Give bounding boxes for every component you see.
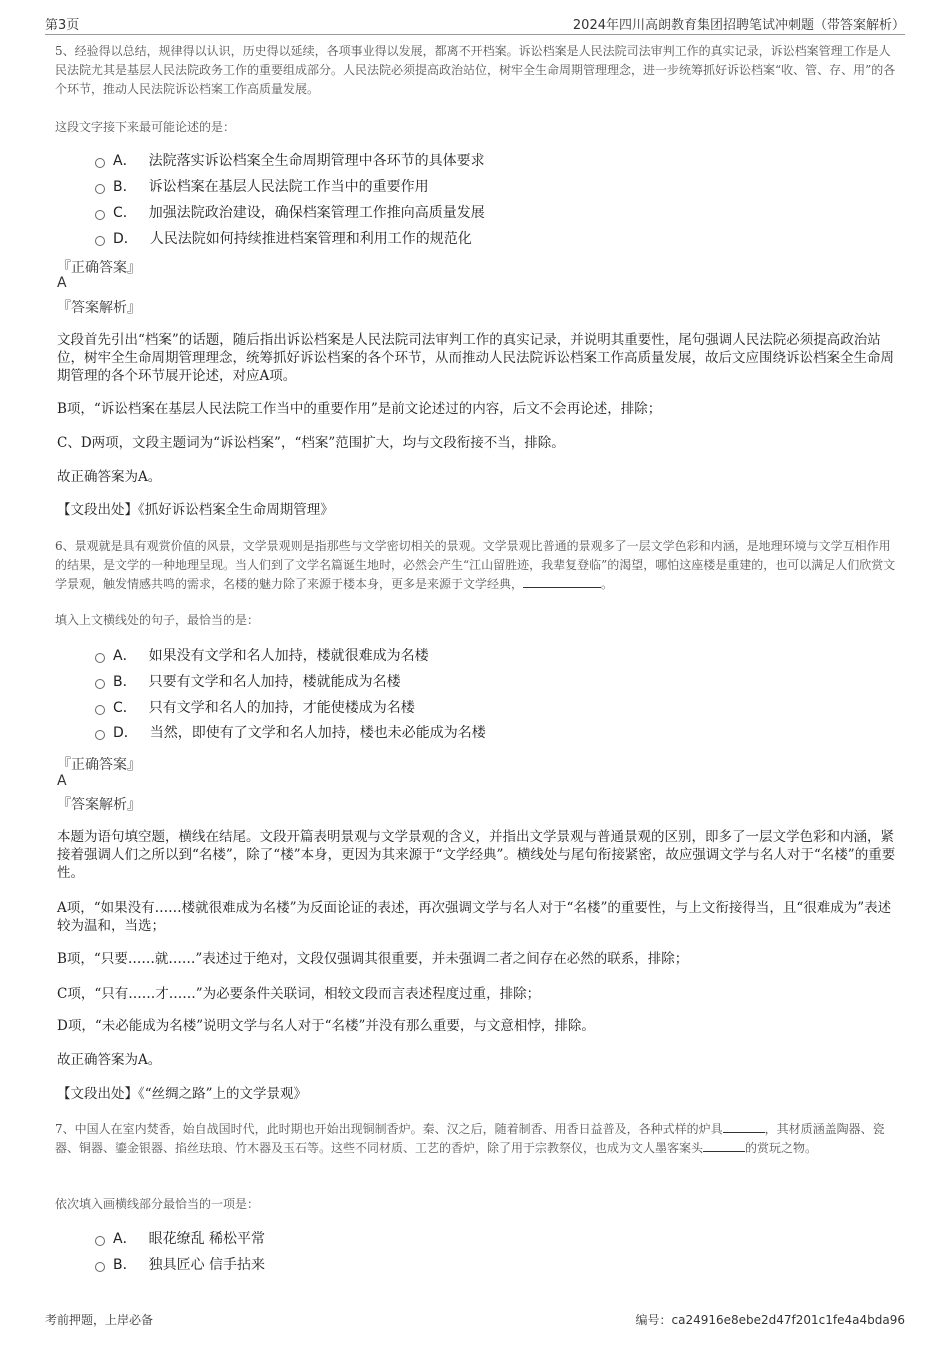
question-5-prompt: 这段文字接下来最可能论述的是： bbox=[55, 120, 236, 134]
q5-option-a[interactable]: A． 法院落实诉讼档案全生命周期管理中各环节的具体要求 bbox=[95, 150, 485, 170]
q5-answer-tag: 『正确答案』 bbox=[57, 260, 141, 276]
question-7-stem: 7、中国人在室内焚香，始自战国时代，此时期也开始出现铜制香炉。秦、汉之后，随着制香、用香日益普及，各种式样的炉具 ，其材质涵盖陶器、瓷器、铜器、鎏金银器、掐丝珐琅、竹木器及玉石等。这些不同材质、工艺的香炉，除了用于宗教祭仪，也成为文人墨客案头 的赏玩之物。 bbox=[55, 1122, 885, 1155]
radio-icon[interactable] bbox=[95, 653, 105, 663]
question-7-prompt: 依次填入画横线部分最恰当的一项是： bbox=[55, 1197, 260, 1211]
document-code: 编号：ca24916e8ebe2d47f201c1fe4a4bda96 bbox=[635, 1313, 905, 1327]
q7-option-b[interactable]: B． 独具匠心 信手拈来 bbox=[95, 1254, 265, 1274]
question-6-prompt: 填入上文横线处的句子，最恰当的是： bbox=[55, 613, 260, 627]
q6-analysis-paragraph: C项，“只有……才……”为必要条件关联词，相较文段而言表述程度过重，排除； bbox=[57, 986, 541, 1002]
radio-icon[interactable] bbox=[95, 1262, 105, 1272]
radio-icon[interactable] bbox=[95, 158, 105, 168]
q5-analysis-paragraph: 文段首先引出“档案”的话题，随后指出诉讼档案是人民法院司法审判工作的真实记录，并说明其重要性，尾句强调人民法院必须提高政治站位，树牢全生命周期管理理念，统筹抓好诉讼档案的各个环节，从而推动人民法院诉讼档案工作高质量发展，故后文应围绕诉讼档案全生命周期管理的各个环节展开论述，对应A项。 bbox=[57, 332, 894, 384]
q5-analysis-conclusion: 故正确答案为A。 bbox=[57, 469, 162, 485]
q6-option-a[interactable]: A． 如果没有文学和名人加持，楼就很难成为名楼 bbox=[95, 645, 429, 665]
fill-blank bbox=[703, 1139, 745, 1152]
fill-blank bbox=[723, 1120, 765, 1133]
q5-option-d[interactable]: D． 人民法院如何持续推进档案管理和利用工作的规范化 bbox=[95, 228, 472, 248]
q7-option-a[interactable]: A． 眼花缭乱 稀松平常 bbox=[95, 1228, 265, 1248]
q5-analysis-tag: 『答案解析』 bbox=[57, 300, 141, 316]
q6-option-c[interactable]: C． 只有文学和名人的加持，才能使楼成为名楼 bbox=[95, 697, 415, 717]
question-6-stem: 6、景观就是具有观赏价值的风景，文学景观则是指那些与文学密切相关的景观。文学景观比普通的景观多了一层文学色彩和内涵，是地理环境与文学互相作用的结果，是文学的一种地理呈现。当人们到了文学名篇诞生地时，必然会产生“江山留胜迹，我辈复登临”的渴望，哪怕这座楼是重建的，也可以满足人们欣赏文学景观，触发情感共鸣的需求，名楼的魅力除了来源于楼本身，更多是来源于文学经典， 。 bbox=[55, 539, 896, 591]
q6-analysis-paragraph: B项，“只要……就……”表述过于绝对，文段仅强调其很重要，并未强调二者之间存在必然的联系，排除； bbox=[57, 951, 689, 967]
radio-icon[interactable] bbox=[95, 705, 105, 715]
radio-icon[interactable] bbox=[95, 679, 105, 689]
q5-source: 【文段出处】《抓好诉讼档案全生命周期管理》 bbox=[57, 502, 334, 518]
q6-analysis-conclusion: 故正确答案为A。 bbox=[57, 1052, 162, 1068]
q5-analysis-paragraph: C、D两项，文段主题词为“诉讼档案”，“档案”范围扩大，均与文段衔接不当，排除。 bbox=[57, 435, 565, 451]
q6-analysis-paragraph: D项，“未必能成为名楼”说明文学与名人对于“名楼”并没有那么重要，与文意相悖，排除。 bbox=[57, 1018, 595, 1034]
radio-icon[interactable] bbox=[95, 236, 105, 246]
document-title: 2024年四川高朗教育集团招聘笔试冲刺题（带答案解析） bbox=[572, 18, 905, 33]
q6-analysis-tag: 『答案解析』 bbox=[57, 797, 141, 813]
q6-option-b[interactable]: B． 只要有文学和名人加持，楼就能成为名楼 bbox=[95, 671, 401, 691]
q6-answer-tag: 『正确答案』 bbox=[57, 757, 141, 773]
q6-source: 【文段出处】《“丝绸之路”上的文学景观》 bbox=[57, 1086, 308, 1102]
q6-option-d[interactable]: D． 当然，即使有了文学和名人加持，楼也未必能成为名楼 bbox=[95, 722, 486, 742]
radio-icon[interactable] bbox=[95, 210, 105, 220]
radio-icon[interactable] bbox=[95, 184, 105, 194]
page-header bbox=[45, 14, 905, 35]
q6-analysis-paragraph: 本题为语句填空题，横线在结尾。文段开篇表明景观与文学景观的含义，并指出文学景观与普通景观的区别，即多了一层文学色彩和内涵，紧接着强调人们之所以到“名楼”，除了“楼”本身，更因为其来源于“文学经典”。横线处与尾句衔接紧密，故应强调文学与名人对于“名楼”的重要性。 bbox=[57, 829, 896, 881]
question-5-stem: 5、经验得以总结，规律得以认识，历史得以延续，各项事业得以发展，都离不开档案。诉讼档案是人民法院司法审判工作的真实记录，诉讼档案管理工作是人民法院尤其是基层人民法院政务工作的重要组成部分。人民法院必须提高政治站位，树牢全生命周期管理理念，进一步统筹抓好诉讼档案“收、管、存、用”的各个环节，推动人民法院诉讼档案工作高质量发展。 bbox=[55, 44, 896, 96]
q6-analysis-paragraph: A项，“如果没有……楼就很难成为名楼”为反面论证的表述，再次强调文学与名人对于“名楼”的重要性，与上文衔接得当，且“很难成为”表述较为温和，当选； bbox=[57, 900, 892, 934]
page-footer bbox=[45, 1311, 905, 1331]
radio-icon[interactable] bbox=[95, 1236, 105, 1246]
q5-analysis-paragraph: B项，“诉讼档案在基层人民法院工作当中的重要作用”是前文论述过的内容，后文不会再论述，排除； bbox=[57, 401, 662, 417]
footer-slogan: 考前押题，上岸必备 bbox=[45, 1313, 154, 1327]
q5-answer-value: A bbox=[57, 275, 67, 291]
q5-option-c[interactable]: C． 加强法院政治建设，确保档案管理工作推向高质量发展 bbox=[95, 202, 485, 222]
q6-answer-value: A bbox=[57, 773, 67, 789]
fill-blank bbox=[523, 575, 601, 588]
radio-icon[interactable] bbox=[95, 730, 105, 740]
q5-option-b[interactable]: B． 诉讼档案在基层人民法院工作当中的重要作用 bbox=[95, 176, 429, 196]
page-number: 第3页 bbox=[45, 18, 80, 33]
